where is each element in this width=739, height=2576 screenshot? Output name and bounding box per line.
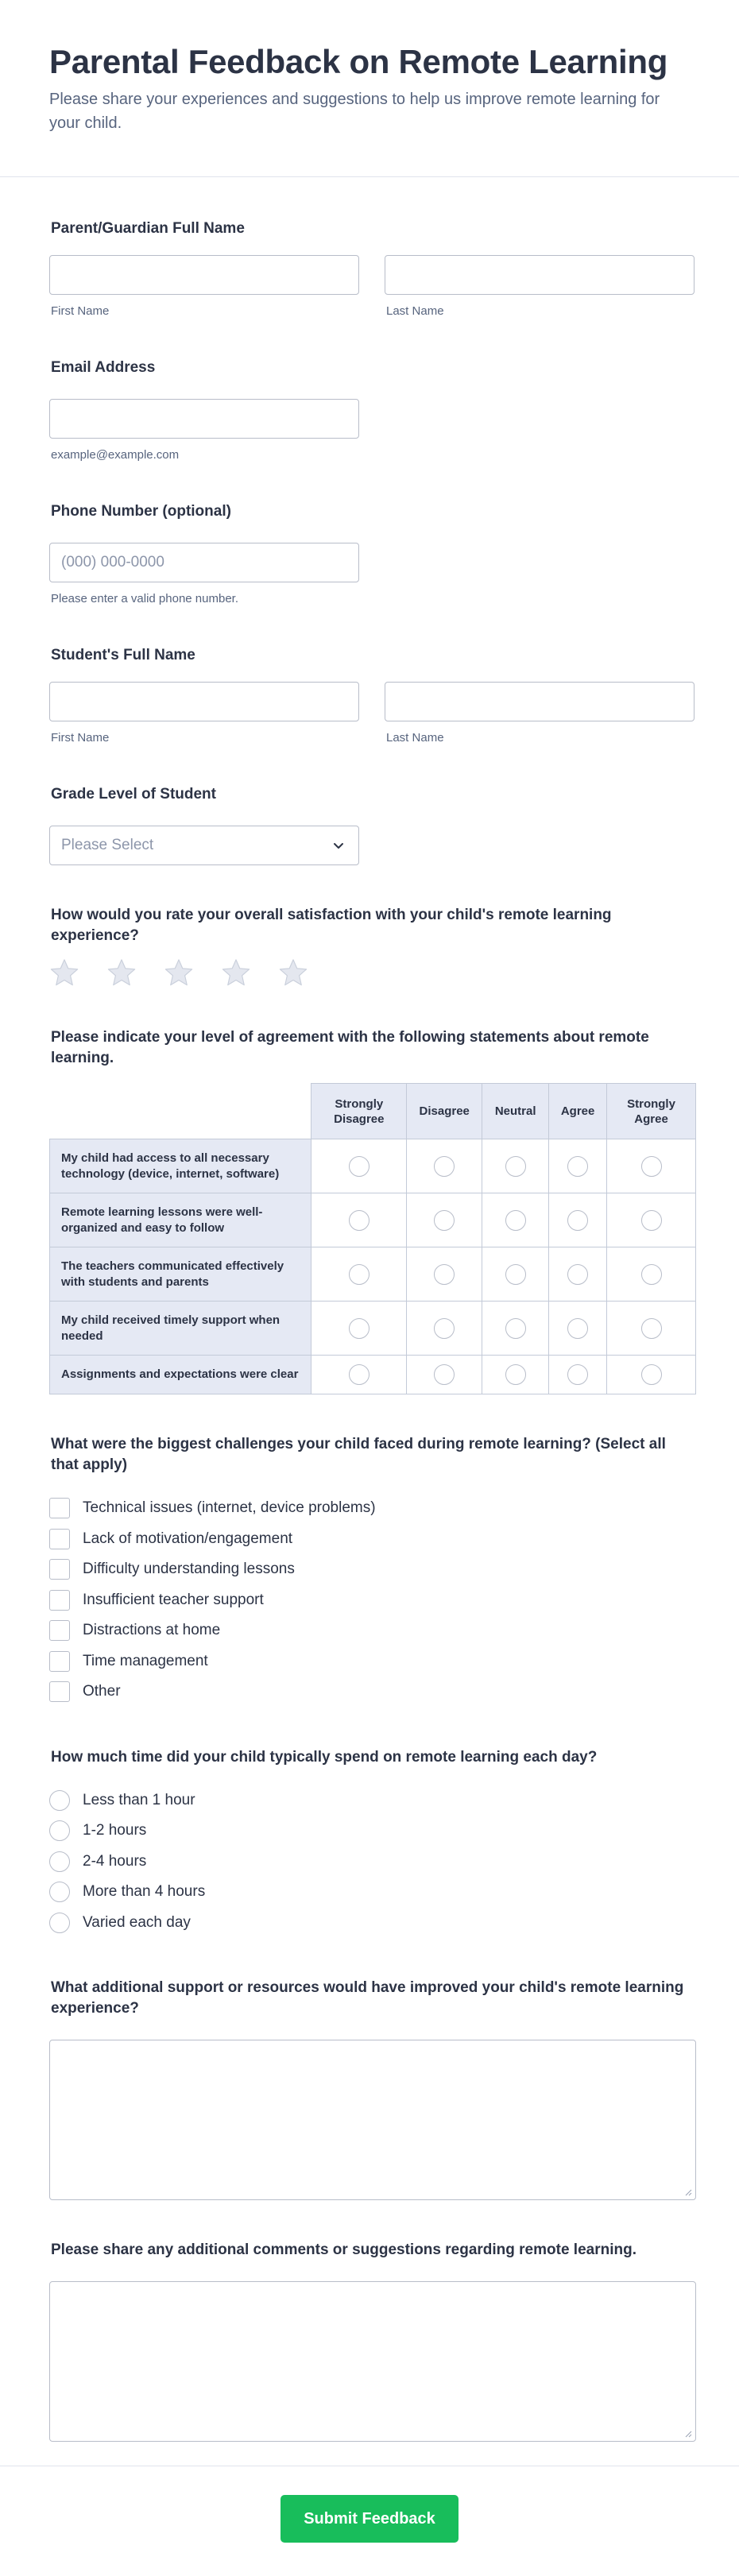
radio-button[interactable] [49,1820,70,1841]
matrix-radio[interactable] [349,1156,370,1177]
grade-select-value: Please Select [61,837,154,853]
checkbox-option[interactable] [49,1615,690,1646]
comments-label: Please share any additional comments or suggestions regarding remote learning. [51,2241,636,2258]
star-icon[interactable] [106,957,137,988]
form-body [0,177,739,2442]
checkbox-option[interactable] [49,1646,690,1677]
time-label: How much time did your child typically spend on remote learning each day? [51,1748,598,1766]
student-name-field [49,605,690,745]
resize-grip-icon[interactable] [684,2188,692,2196]
checkbox-label: Lack of motivation/engagement [83,1530,293,1547]
checkbox[interactable] [49,1651,70,1672]
matrix-radio[interactable] [434,1364,455,1385]
matrix-radio[interactable] [349,1264,370,1285]
matrix-row [50,1247,696,1302]
matrix-radio[interactable] [505,1318,526,1339]
matrix-cell [311,1139,407,1193]
matrix-cell [311,1247,407,1302]
matrix-column-header: Strongly Agree [607,1084,696,1139]
time-field [49,1708,690,1939]
matrix-cell [549,1247,607,1302]
matrix-cell [482,1356,549,1394]
radio-option[interactable] [49,1785,690,1816]
radio-option[interactable] [49,1908,690,1939]
radio-label: 1-2 hours [83,1822,147,1839]
matrix-radio[interactable] [434,1318,455,1339]
agreement-label: Please indicate your level of agreement with the following statements about remote learning. [51,1029,649,1066]
radio-label: 2-4 hours [83,1852,147,1870]
checkbox-option[interactable] [49,1493,690,1524]
support-label: What additional support or resources would have improved your child's remote learning experience? [51,1979,684,2017]
matrix-cell [311,1356,407,1394]
email-label: Email Address [51,359,156,376]
grade-field [49,745,690,865]
matrix-cell [607,1356,696,1394]
star-rating [49,957,690,988]
star-icon[interactable] [221,957,251,988]
email-input[interactable] [49,399,359,439]
matrix-cell [607,1247,696,1302]
matrix-cell [311,1193,407,1247]
matrix-cell [549,1139,607,1193]
phone-input[interactable] [49,543,359,582]
radio-button[interactable] [49,1851,70,1872]
grade-label: Grade Level of Student [51,786,216,803]
matrix-radio[interactable] [641,1156,662,1177]
matrix-radio[interactable] [641,1364,662,1385]
checkbox-label: Technical issues (internet, device problems) [83,1499,376,1517]
matrix-row [50,1193,696,1247]
student-name-label: Student's Full Name [51,647,195,663]
checkbox-label: Difficulty understanding lessons [83,1561,295,1578]
matrix-row-label: My child had access to all necessary technology (device, internet, software) [50,1139,311,1193]
matrix-radio[interactable] [641,1264,662,1285]
matrix-radio[interactable] [641,1318,662,1339]
matrix-radio[interactable] [567,1264,588,1285]
checkbox-label: Distractions at home [83,1622,221,1639]
checkbox-label: Other [83,1683,121,1700]
checkbox[interactable] [49,1590,70,1611]
form-title: Parental Feedback on Remote Learning [49,43,668,80]
student-first-name-sublabel: First Name [51,731,110,745]
student-last-name-sublabel: Last Name [386,731,444,745]
student-last-name-input[interactable] [385,682,695,721]
support-textarea[interactable] [49,2040,696,2200]
star-icon[interactable] [49,957,79,988]
parent-last-name-sublabel: Last Name [386,304,444,318]
matrix-cell [549,1302,607,1356]
radio-label: Varied each day [83,1913,191,1931]
challenges-label: What were the biggest challenges your child faced during remote learning? (Select all that apply) [51,1436,666,1473]
matrix-row-label: Remote learning lessons were well-organized and easy to follow [50,1193,311,1247]
radio-option[interactable] [49,1816,690,1847]
matrix-radio[interactable] [434,1264,455,1285]
comments-textarea[interactable] [49,2281,696,2442]
matrix-row [50,1356,696,1394]
matrix-radio[interactable] [567,1210,588,1231]
matrix-radio[interactable] [349,1210,370,1231]
matrix-column-header: Neutral [482,1084,549,1139]
matrix-cell [482,1302,549,1356]
checkbox-label: Insufficient teacher support [83,1591,264,1608]
matrix-cell [482,1193,549,1247]
matrix-row-label: Assignments and expectations were clear [50,1356,311,1394]
radio-button[interactable] [49,1882,70,1902]
checkbox-option[interactable] [49,1585,690,1616]
matrix-cell [311,1302,407,1356]
matrix-radio[interactable] [567,1318,588,1339]
parent-last-name-input[interactable] [385,255,695,295]
email-field [49,318,690,462]
rating-field [49,865,690,988]
matrix-cell [549,1193,607,1247]
radio-option[interactable] [49,1877,690,1908]
email-sublabel: example@example.com [51,448,180,462]
matrix-column-header: Agree [549,1084,607,1139]
matrix-radio[interactable] [434,1210,455,1231]
checkbox-option[interactable] [49,1554,690,1585]
checkbox-option[interactable] [49,1524,690,1555]
matrix-corner [50,1084,311,1139]
student-first-name-input[interactable] [49,682,359,721]
phone-field [49,462,690,605]
matrix-column-header: Disagree [407,1084,482,1139]
phone-label: Phone Number (optional) [51,503,231,520]
matrix-radio[interactable] [505,1364,526,1385]
matrix-radio[interactable] [567,1364,588,1385]
parent-first-name-input[interactable] [49,255,359,295]
matrix-cell [549,1356,607,1394]
matrix-radio[interactable] [641,1210,662,1231]
time-options [49,1785,690,1939]
checkbox[interactable] [49,1559,70,1580]
matrix-row-label: My child received timely support when needed [50,1302,311,1356]
matrix-radio[interactable] [505,1156,526,1177]
matrix-cell [407,1139,482,1193]
parent-name-label: Parent/Guardian Full Name [51,220,245,237]
checkbox-option[interactable] [49,1677,690,1708]
star-icon[interactable] [164,957,194,988]
checkbox[interactable] [49,1529,70,1549]
matrix-cell [482,1247,549,1302]
support-field [49,1938,690,2200]
matrix-radio[interactable] [505,1264,526,1285]
matrix-radio[interactable] [567,1156,588,1177]
radio-label: More than 4 hours [83,1883,206,1901]
checkbox[interactable] [49,1620,70,1641]
matrix-radio[interactable] [505,1210,526,1231]
comments-field [49,2200,690,2442]
matrix-cell [407,1356,482,1394]
matrix-cell [407,1193,482,1247]
matrix-cell [407,1247,482,1302]
challenges-options [49,1493,690,1708]
matrix-row [50,1139,696,1193]
checkbox-label: Time management [83,1652,208,1669]
form-footer [0,2466,739,2576]
agreement-matrix [49,1083,696,1394]
form-subtitle: Please share your experiences and suggestions to help us improve remote learning for your child. [49,91,660,132]
challenges-field [49,1394,690,1708]
matrix-cell [607,1302,696,1356]
radio-label: Less than 1 hour [83,1791,195,1808]
matrix-column-header: Strongly Disagree [311,1084,407,1139]
submit-button[interactable]: Submit Feedback [281,2495,458,2543]
parent-name-field [49,177,690,318]
chevron-down-icon [331,838,346,853]
matrix-row [50,1302,696,1356]
parent-first-name-sublabel: First Name [51,304,110,318]
matrix-radio[interactable] [349,1364,370,1385]
matrix-radio[interactable] [434,1156,455,1177]
rating-label: How would you rate your overall satisfaction with your child's remote learning experience? [51,907,612,944]
resize-grip-icon[interactable] [684,2430,692,2438]
matrix-cell [607,1139,696,1193]
agreement-field [49,988,690,1394]
form-header [0,0,739,177]
radio-button[interactable] [49,1913,70,1933]
star-icon[interactable] [278,957,308,988]
matrix-cell [482,1139,549,1193]
radio-button[interactable] [49,1790,70,1811]
checkbox[interactable] [49,1498,70,1518]
matrix-row-label: The teachers communicated effectively with students and parents [50,1247,311,1302]
matrix-radio[interactable] [349,1318,370,1339]
radio-option[interactable] [49,1847,690,1878]
matrix-cell [407,1302,482,1356]
grade-select[interactable] [49,826,359,865]
phone-sublabel: Please enter a valid phone number. [51,592,238,605]
checkbox[interactable] [49,1681,70,1702]
matrix-cell [607,1193,696,1247]
